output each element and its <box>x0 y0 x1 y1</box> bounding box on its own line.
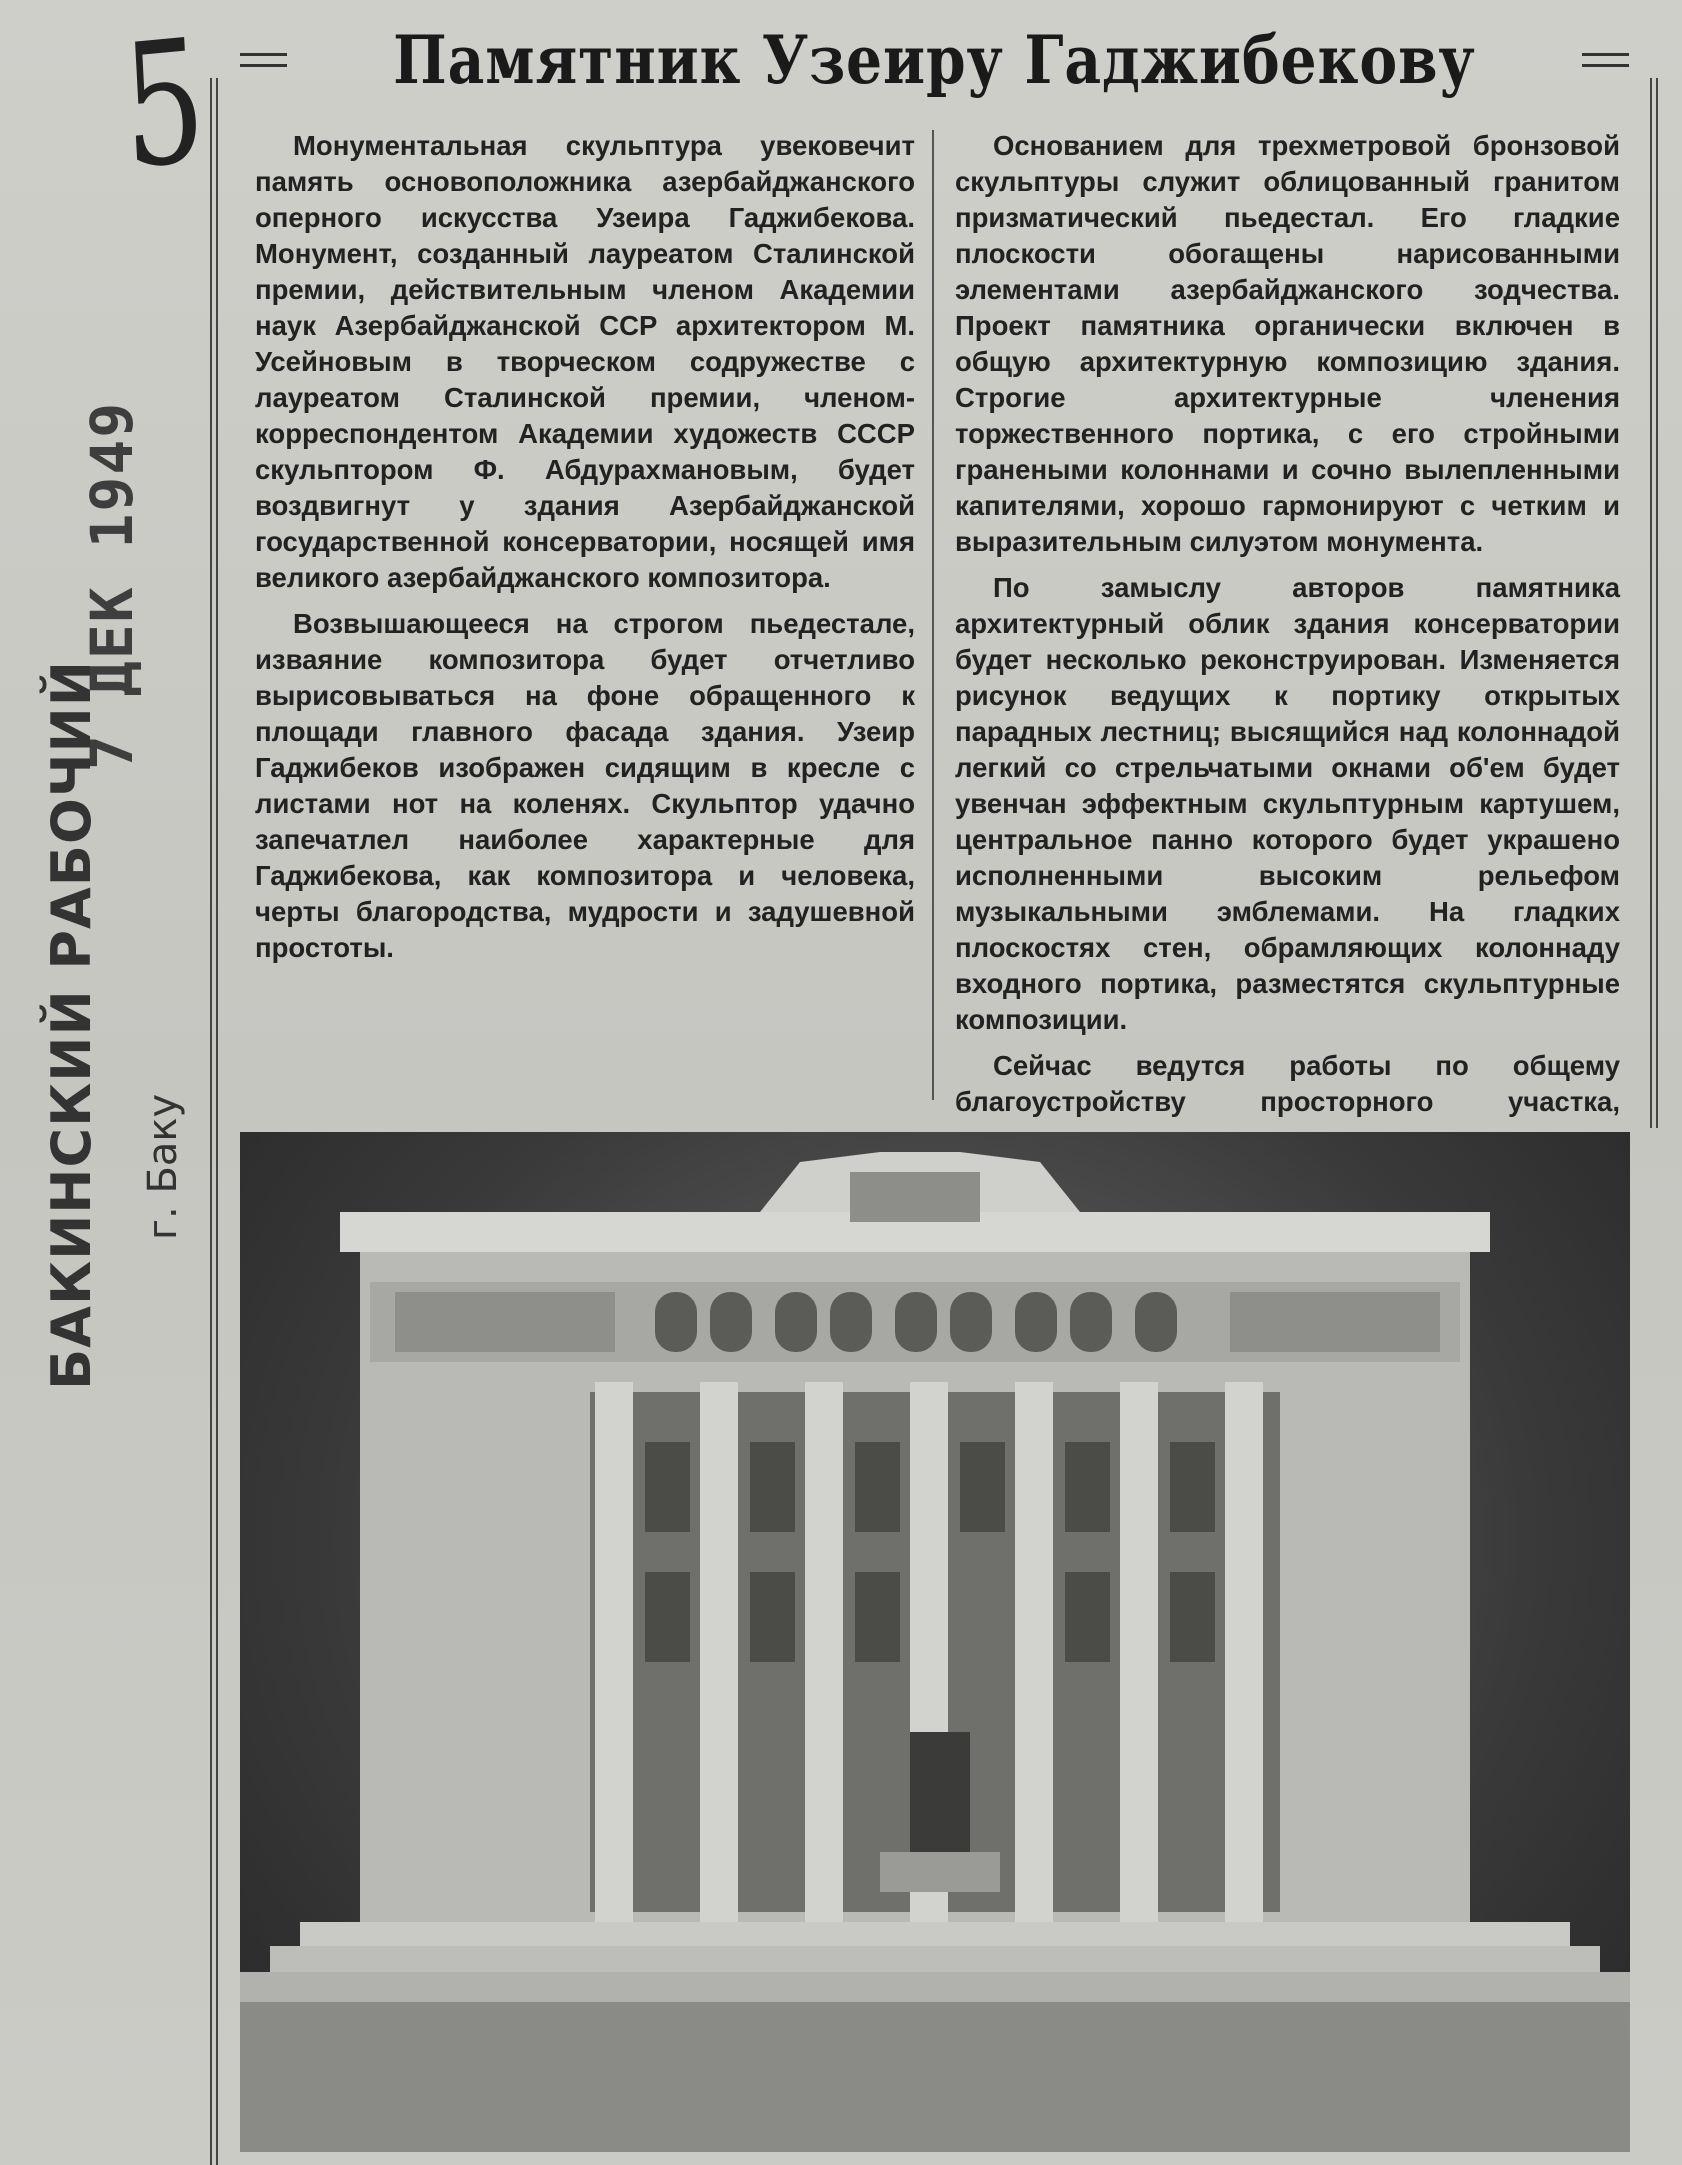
headline-row <box>222 20 1647 100</box>
article-paragraph-5: Сейчас ведутся работы по общему благоустройству просторного участка, <box>955 1050 1620 1117</box>
column-divider <box>932 130 934 1100</box>
article-paragraph-3: Основанием для трехметровой бронзовой скульптуры служит облицованный гранитом призматический пьедестал. Его гладкие плоскости обогащены нарисованными элементами азербайджанского зодчества. Проект памятника органически включен в общую архитектурную композицию здания. Строгие архитектурные членения торжественного портика, с его стройными гранеными колоннами и сочно вылепленными капителями, хорошо гармонируют с четким и выразительным силуэтом монумента. <box>955 130 1620 557</box>
article-title: Памятник Узеиру Гаджибекову <box>393 21 1476 99</box>
newspaper-name-stamp: БАКИНСКИЙ РАБОЧИЙ <box>40 660 103 1390</box>
article-column-right <box>955 128 1620 1166</box>
article-paragraph-4: По замыслу авторов памятника архитектурный облик здания консерватории будет несколько реконструирован. Изменяется рисунок ведущих к портику открытых парадных лестниц; высящийся над колоннадой легкий со стрельчатыми окнами об'ем будет увенчан эффектным скульптурным картушем, центральное панно которого будет украшено исполненными высоким рельефом музыкальными эмблемами. На гладких плоскостях стен, обрамляющих колоннаду входного портика, разместятся скульптурные композиции. <box>955 572 1620 1035</box>
article-paragraph-1: Монументальная скульптура увековечит память основоположника азербайджанского оперного искусства Узеира Гаджибекова. Монумент, созданный лауреатом Сталинской премии, действительным членом Академии наук Азербайджанской ССР архитектором М. Усейновым в творческом содружестве с лауреатом Сталинской премии, членом-корреспондентом Академии художеств СССР скульптором Ф. Абдурахмановым, будет воздвигнут у здания Азербайджанской государственной консерватории, носящей имя великого азербайджанского композитора. <box>255 130 915 593</box>
city-stamp: г. Баку <box>140 1093 186 1240</box>
date-stamp: 7 ДЕК 1949 <box>78 400 146 770</box>
handwritten-page-number: 5 <box>118 2 210 208</box>
building-illustration <box>240 1132 1630 2152</box>
left-border-rule <box>210 78 218 2165</box>
headline-rule-right <box>1582 53 1629 67</box>
right-border-rule <box>1650 78 1658 1128</box>
headline-rule-left <box>240 53 287 67</box>
article-paragraph-2: Возвышающееся на строгом пьедестале, изваяние композитора будет отчетливо вырисовываться на фоне обращенного к площади главного фасада здания. Узеир Гаджибеков изображен сидящим в кресле с листами нот на коленях. Скульптор удачно запечатлел наиболее характерные для Гаджибекова, как композитора и человека, черты благородства, мудрости и задушевной простоты. <box>255 608 915 963</box>
article-column-left <box>255 128 915 976</box>
conservatory-photo <box>240 1132 1630 2152</box>
